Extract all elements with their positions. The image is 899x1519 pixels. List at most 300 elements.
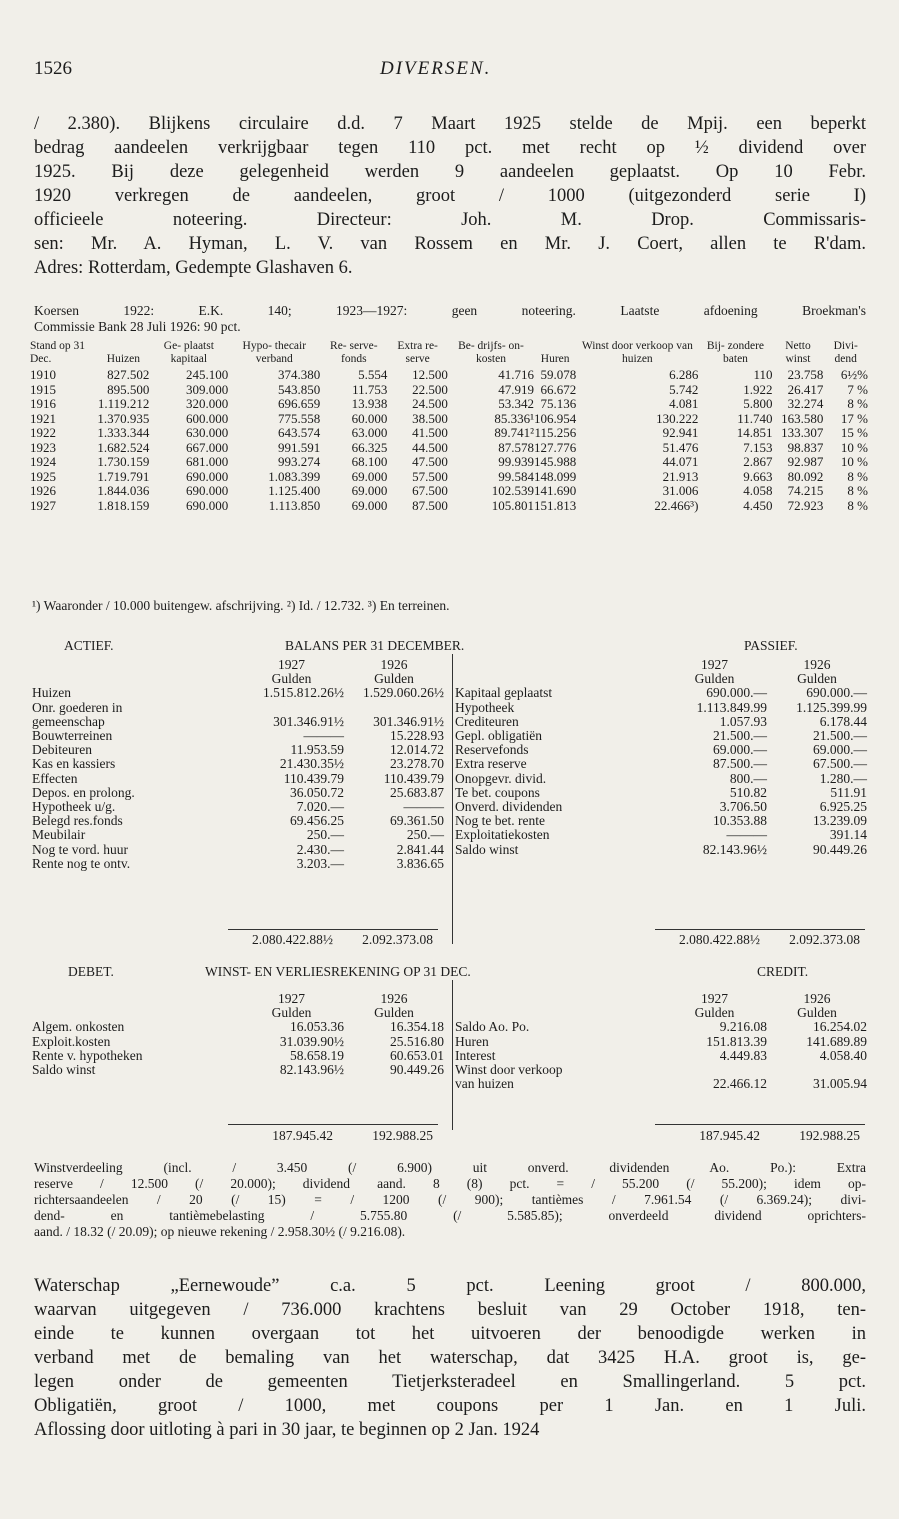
history-cell: 681.000 xyxy=(186,454,229,469)
history-cell: 22.466³) xyxy=(654,497,699,513)
account-row xyxy=(32,743,444,757)
history-cell: 1.818.159 xyxy=(97,497,150,513)
history-cell: 8 % xyxy=(847,468,868,484)
history-cell: 1.125.400 xyxy=(268,483,321,498)
balans-total-1927-left: 2.080.422.88½ xyxy=(252,932,333,947)
amount-1927: 69.000.— xyxy=(713,742,767,758)
amount-1927: 22.466.12 xyxy=(713,1076,767,1092)
account-row xyxy=(32,729,444,743)
amount-1927: 301.346.91½ xyxy=(273,713,344,729)
history-cell: 26.417 xyxy=(787,381,824,397)
history-cell: 9.663 xyxy=(743,468,773,484)
history-cell: 80.092 xyxy=(787,468,824,484)
history-cell: 543.850 xyxy=(278,381,321,397)
history-cell: 32.274 xyxy=(787,396,824,411)
amount-1927: 31.039.90½ xyxy=(279,1033,344,1049)
account-label: Depos. en prolong. xyxy=(32,785,135,800)
amount-1926: 60.653.01 xyxy=(390,1047,444,1063)
history-cell: 141.690 xyxy=(534,483,577,498)
amount-1927 xyxy=(239,701,344,715)
amount-1926: 141.689.89 xyxy=(806,1033,867,1049)
balans-right-rule xyxy=(655,929,865,930)
history-cell: 1910 xyxy=(30,367,56,382)
amount-1927: 9.216.08 xyxy=(719,1019,767,1035)
history-cell: 6.286 xyxy=(669,367,699,382)
history-cell: 1.719.791 xyxy=(97,468,150,484)
amount-1926: 3.836.65 xyxy=(396,855,444,871)
amount-1927: 4.449.83 xyxy=(719,1047,767,1063)
balans-passief xyxy=(455,658,867,857)
history-cell: 53.342 xyxy=(498,396,535,411)
amount-1927: 151.813.39 xyxy=(706,1033,767,1049)
winstverd-line: Winstverdeeling (incl. / 3.450 (/ 6.900) uit onverd. dividenden Ao. Po.): Extra xyxy=(34,1160,866,1175)
intro-line: sen: Mr. A. Hyman, L. V. van Rossem en Mr. J. Coert, allen te R'dam. xyxy=(34,234,866,254)
history-cell: 600.000 xyxy=(186,410,229,426)
history-cell: 1.682.524 xyxy=(97,439,150,455)
account-label: Rente nog te ontv. xyxy=(32,856,131,871)
account-row xyxy=(455,800,867,814)
history-cell: 92.987 xyxy=(787,454,824,469)
history-cell: 1925 xyxy=(30,468,56,484)
history-row xyxy=(30,368,868,383)
account-label: Rente v. hypotheken xyxy=(32,1048,143,1063)
history-cell: 991.591 xyxy=(278,439,321,455)
unit-header: Gulden xyxy=(271,671,312,687)
amount-1926: 21.500.— xyxy=(813,728,867,744)
history-cell: 320.000 xyxy=(186,396,229,411)
account-label: Algem. onkosten xyxy=(32,1020,125,1035)
amount-1926: 391.14 xyxy=(829,827,867,843)
intro-line: Adres: Rotterdam, Gedempte Glashaven 6. xyxy=(34,258,353,278)
account-row xyxy=(455,743,867,757)
history-cell: 148.099 xyxy=(534,468,577,484)
account-label: Exploit.kosten xyxy=(32,1034,111,1049)
balans-total-1926-right: 2.092.373.08 xyxy=(789,932,860,947)
balans-left-rule xyxy=(228,929,438,930)
history-table xyxy=(30,340,868,513)
account-label: Gepl. obligatiën xyxy=(455,729,542,744)
amount-1927: 800.— xyxy=(729,770,767,786)
intro-line: officieele noteering. Directeur: Joh. M. Drop. Commissaris- xyxy=(34,210,866,230)
winst-left-rule xyxy=(228,1124,438,1125)
amount-1927: 250.— xyxy=(306,827,344,843)
unit-header: Gulden xyxy=(797,1005,837,1021)
account-row xyxy=(455,1035,867,1049)
amount-1926 xyxy=(767,1063,867,1077)
year-header: 1926 xyxy=(380,991,408,1006)
amount-1927: 3.203.— xyxy=(296,855,344,871)
year-header: 1927 xyxy=(278,657,305,672)
history-cell: 6½% xyxy=(840,367,868,382)
amount-1926: 6.178.44 xyxy=(819,713,867,729)
balans-divider xyxy=(452,654,453,944)
amount-1927: 510.82 xyxy=(729,784,767,800)
unit-header: Gulden xyxy=(374,1005,414,1021)
history-cell: 11.740 xyxy=(737,410,773,426)
history-cell: 374.380 xyxy=(278,367,321,382)
year-header: 1927 xyxy=(701,657,728,672)
history-header-cell: Divi- dend xyxy=(833,340,858,365)
amount-1927: 1.515.812.26½ xyxy=(263,685,344,701)
history-cell: 8 % xyxy=(847,483,868,498)
history-cell: 69.000 xyxy=(351,483,388,498)
winst-title: WINST- EN VERLIESREKENING OP 31 DEC. xyxy=(205,964,471,979)
history-cell: 4.058 xyxy=(743,483,773,498)
winst-divider xyxy=(452,980,453,1130)
history-cell: 1915 xyxy=(30,381,56,397)
winst-total-1926-left: 192.988.25 xyxy=(372,1128,433,1143)
history-cell: 1.370.935 xyxy=(97,410,150,426)
account-row xyxy=(455,1077,867,1091)
history-cell: 66.325 xyxy=(351,439,388,455)
history-cell: 92.941 xyxy=(662,425,699,440)
winstverd-line: aand. / 18.32 (/ 20.09); op nieuwe rekening / 2.958.30½ (/ 9.216.08). xyxy=(34,1224,406,1239)
account-row xyxy=(455,843,867,857)
history-cell: 245.100 xyxy=(186,367,229,382)
history-cell: 4.450 xyxy=(743,497,773,513)
winstverdeeling xyxy=(34,1160,866,1240)
winst-right-rule xyxy=(655,1124,865,1125)
history-cell: 667.000 xyxy=(186,439,229,455)
amount-1927: 36.050.72 xyxy=(290,784,344,800)
history-header-cell: Huren xyxy=(540,353,570,365)
winst-total-1926-right: 192.988.25 xyxy=(799,1128,860,1143)
account-row xyxy=(455,686,867,700)
account-label: Hypotheek u/g. xyxy=(32,800,116,815)
history-row xyxy=(30,397,868,412)
account-label: Onverd. dividenden xyxy=(455,800,563,815)
winstverd-line: richtersaandeelen / 20 (/ 15) = / 1200 (/ 900); tantièmes / 7.961.54 (/ 6.369.24); divi- xyxy=(34,1192,866,1207)
history-cell: 775.558 xyxy=(278,410,321,426)
winst-left-head: DEBET. xyxy=(68,964,114,979)
amount-1926: 31.005.94 xyxy=(813,1076,867,1092)
history-row xyxy=(30,470,868,485)
account-label: Hypotheek xyxy=(455,700,515,715)
history-cell: 89.741² xyxy=(494,425,535,440)
unit-header: Gulden xyxy=(694,671,735,687)
history-cell: 145.988 xyxy=(534,454,577,469)
year-header: 1926 xyxy=(803,657,831,672)
history-cell: 115.256 xyxy=(534,425,577,440)
history-cell: 1.730.159 xyxy=(97,454,150,469)
history-cell: 163.580 xyxy=(781,410,824,426)
amount-1926: 250.— xyxy=(406,827,444,843)
history-cell: 630.000 xyxy=(186,425,229,440)
history-cell: 38.500 xyxy=(412,410,448,426)
history-cell: 133.307 xyxy=(781,425,824,440)
winst-right-head: CREDIT. xyxy=(757,964,809,979)
intro-line: / 2.380). Blijkens circulaire d.d. 7 Maart 1925 stelde de Mpij. een beperkt xyxy=(34,114,866,134)
account-row xyxy=(455,772,867,786)
intro-line: 1920 verkregen de aandeelen, groot / 1000 (uitgezonderd serie I) xyxy=(34,186,866,206)
amount-1927: 21.430.35½ xyxy=(279,756,344,772)
account-label: Huizen xyxy=(32,686,71,701)
amount-1926: ——— xyxy=(403,799,444,815)
koersen-line: Commissie Bank 28 Juli 1926: 90 pct. xyxy=(34,319,241,334)
history-cell: 690.000 xyxy=(186,483,229,498)
history-cell: 827.502 xyxy=(107,367,150,382)
amount-1926: 1.280.— xyxy=(819,770,867,786)
history-cell: 22.500 xyxy=(412,381,448,397)
account-label: Kapitaal geplaatst xyxy=(455,686,553,701)
amount-1927 xyxy=(662,1063,767,1077)
account-label: Onopgevr. divid. xyxy=(455,771,547,786)
balans-total-1927-right: 2.080.422.88½ xyxy=(679,932,760,947)
history-cell: 12.500 xyxy=(412,367,448,382)
history-row xyxy=(30,441,868,456)
history-cell: 57.500 xyxy=(412,468,448,484)
amount-1927: 58.658.19 xyxy=(290,1047,344,1063)
amount-1927: ——— xyxy=(726,827,767,843)
history-row xyxy=(30,484,868,499)
amount-1926: 1.125.399.99 xyxy=(796,699,867,715)
account-label: gemeenschap xyxy=(32,714,105,729)
history-cell: 5.800 xyxy=(743,396,773,411)
account-row xyxy=(455,814,867,828)
history-cell: 1923 xyxy=(30,439,56,455)
account-label: Reservefonds xyxy=(455,743,529,758)
history-header-cell: Re- serve- fonds xyxy=(330,340,378,365)
history-cell: 31.006 xyxy=(662,483,699,498)
history-cell: 44.071 xyxy=(662,454,699,469)
amount-1927: 21.500.— xyxy=(713,728,767,744)
account-label: Kas en kassiers xyxy=(32,757,116,772)
history-header-cell: Huizen xyxy=(106,353,141,365)
amount-1926: 15.228.93 xyxy=(390,728,444,744)
amount-1926: 4.058.40 xyxy=(819,1047,867,1063)
history-cell: 85.336¹ xyxy=(494,410,535,426)
amount-1926: 23.278.70 xyxy=(390,756,444,772)
history-cell: 1.113.850 xyxy=(268,497,321,513)
amount-1926: 1.529.060.26½ xyxy=(363,685,444,701)
amount-1926: 110.439.79 xyxy=(383,770,444,786)
history-cell: 44.500 xyxy=(412,439,448,455)
amount-1926: 90.449.26 xyxy=(813,841,867,857)
amount-1927: 7.020.— xyxy=(296,799,344,815)
amount-1926 xyxy=(344,701,444,715)
waterschap-line: verband met de bemaling van het waterschap, dat 3425 H.A. groot is, ge- xyxy=(34,1348,866,1368)
history-row xyxy=(30,426,868,441)
history-cell: 2.867 xyxy=(743,454,773,469)
account-row xyxy=(32,701,444,715)
history-cell: 67.500 xyxy=(412,483,448,498)
balans-total-1926-left: 2.092.373.08 xyxy=(362,932,433,947)
winst-credit xyxy=(455,992,867,1091)
waterschap-line: Aflossing door uitloting à pari in 30 jaar, te beginnen op 2 Jan. 1924 xyxy=(34,1420,540,1440)
amount-1926: 16.354.18 xyxy=(390,1019,444,1035)
history-header-cell: Stand op 31 Dec. xyxy=(30,340,85,365)
amount-1927: 2.430.— xyxy=(296,841,344,857)
account-row xyxy=(32,786,444,800)
history-cell: 1924 xyxy=(30,454,56,469)
history-cell: 98.837 xyxy=(787,439,824,455)
history-cell: 4.081 xyxy=(669,396,699,411)
account-row xyxy=(32,1035,444,1049)
history-footnote: ¹) Waaronder / 10.000 buitengew. afschrijving. ²) Id. / 12.732. ³) En terreinen. xyxy=(32,598,450,613)
amount-1927: 87.500.— xyxy=(713,756,767,772)
amount-1926: 69.361.50 xyxy=(390,813,444,829)
waterschap-line: legen onder de gemeenten Tietjerksteradeel en Smallingerland. 5 pct. xyxy=(34,1372,866,1392)
intro-paragraph xyxy=(34,112,866,280)
amount-1926: 25.683.87 xyxy=(390,784,444,800)
account-label: Meubilair xyxy=(32,828,86,843)
amount-1927: 3.706.50 xyxy=(719,799,767,815)
history-header-cell: Extra re- serve xyxy=(397,340,438,365)
account-label: Saldo winst xyxy=(32,1063,96,1078)
history-cell: 151.813 xyxy=(534,497,577,513)
amount-1926: 90.449.26 xyxy=(390,1062,444,1078)
history-cell: 66.672 xyxy=(540,381,577,397)
amount-1926: 6.925.25 xyxy=(819,799,867,815)
waterschap-paragraph xyxy=(34,1274,866,1442)
account-label: van huizen xyxy=(455,1077,514,1092)
account-row xyxy=(32,1063,444,1077)
account-row xyxy=(32,757,444,771)
koersen-line: Koersen 1922: E.K. 140; 1923—1927: geen noteering. Laatste afdoening Broekman's xyxy=(34,303,866,318)
account-row xyxy=(32,1049,444,1063)
amount-1926: 13.239.09 xyxy=(813,813,867,829)
history-cell: 127.776 xyxy=(534,439,577,455)
unit-header: Gulden xyxy=(797,671,837,687)
history-cell: 21.913 xyxy=(662,468,699,484)
history-header-cell: Netto winst xyxy=(785,340,811,365)
amount-1927: 690.000.— xyxy=(706,685,767,701)
winst-total-1927-right: 187.945.42 xyxy=(699,1128,760,1143)
amount-1926: 2.841.44 xyxy=(396,841,444,857)
history-cell: 41.716 xyxy=(498,367,535,382)
amount-1927: 1.057.93 xyxy=(719,713,767,729)
year-header: 1926 xyxy=(380,657,408,672)
amount-1926: 25.516.80 xyxy=(390,1033,444,1049)
unit-header: Gulden xyxy=(374,671,414,687)
account-label: Exploitatiekosten xyxy=(455,828,550,843)
history-row xyxy=(30,412,868,427)
history-cell: 309.000 xyxy=(186,381,229,397)
account-row xyxy=(455,729,867,743)
history-header-cell: Bij- zondere baten xyxy=(706,340,765,365)
account-label: Winst door verkoop xyxy=(455,1063,563,1078)
history-cell: 59.078 xyxy=(540,367,577,382)
account-row xyxy=(455,786,867,800)
account-label: Debiteuren xyxy=(32,743,92,758)
history-cell: 1921 xyxy=(30,410,56,426)
account-row xyxy=(32,800,444,814)
waterschap-line: waarvan uitgegeven / 736.000 krachtens besluit van 29 October 1918, ten- xyxy=(34,1300,866,1320)
year-header: 1926 xyxy=(803,991,831,1006)
account-row xyxy=(455,757,867,771)
account-row xyxy=(455,715,867,729)
amount-1927: 1.113.849.99 xyxy=(696,699,767,715)
history-cell: 51.476 xyxy=(662,439,699,455)
history-cell: 993.274 xyxy=(278,454,321,469)
history-cell: 1.844.036 xyxy=(97,483,150,498)
account-label: Nog te vord. huur xyxy=(32,842,128,857)
account-label: Crediteuren xyxy=(455,714,519,729)
account-row xyxy=(455,701,867,715)
history-cell: 690.000 xyxy=(186,468,229,484)
history-cell: 60.000 xyxy=(351,410,388,426)
waterschap-line: Waterschap „Eernewoude” c.a. 5 pct. Leening groot / 800.000, xyxy=(34,1276,866,1296)
history-cell: 99.584 xyxy=(498,468,535,484)
history-cell: 75.136 xyxy=(540,396,577,411)
history-cell: 11.753 xyxy=(352,381,388,397)
history-header-cell: Be- drijfs- on- kosten xyxy=(458,340,524,365)
account-row xyxy=(32,828,444,842)
account-row xyxy=(455,1049,867,1063)
history-cell: 15 % xyxy=(840,425,868,440)
amount-1927: 110.439.79 xyxy=(283,770,344,786)
history-cell: 105.801 xyxy=(491,497,535,513)
history-cell: 99.939 xyxy=(498,454,535,469)
account-row xyxy=(32,1020,444,1034)
account-label: Nog te bet. rente xyxy=(455,814,545,829)
history-cell: 8 % xyxy=(847,396,868,411)
intro-line: 1925. Bij deze gelegenheid werden 9 aandeelen geplaatst. Op 10 Febr. xyxy=(34,162,866,182)
account-row xyxy=(32,715,444,729)
account-label: Saldo Ao. Po. xyxy=(455,1020,530,1035)
history-cell: 14.851 xyxy=(736,425,773,440)
history-row xyxy=(30,499,868,514)
unit-header: Gulden xyxy=(271,1005,312,1021)
account-label: Huren xyxy=(455,1034,489,1049)
amount-1926: 16.254.02 xyxy=(813,1019,867,1035)
amount-1926: 301.346.91½ xyxy=(373,713,444,729)
account-row xyxy=(32,772,444,786)
amount-1927: 82.143.96½ xyxy=(279,1062,344,1078)
history-cell: 72.923 xyxy=(787,497,824,513)
amount-1926: 12.014.72 xyxy=(390,742,444,758)
history-cell: 895.500 xyxy=(107,381,150,397)
history-cell: 8 % xyxy=(847,497,868,513)
history-cell: 7.153 xyxy=(743,439,773,455)
history-cell: 24.500 xyxy=(412,396,448,411)
history-cell: 106.954 xyxy=(534,410,577,426)
history-cell: 690.000 xyxy=(186,497,229,513)
account-row xyxy=(32,857,444,871)
history-cell: 5.554 xyxy=(358,367,388,382)
balans-title: BALANS PER 31 DECEMBER. xyxy=(285,638,465,653)
history-cell: 10 % xyxy=(840,454,868,469)
waterschap-line: Obligatiën, groot / 1000, met coupons per 1 Jan. en 1 Juli. xyxy=(34,1396,866,1416)
history-cell: 696.659 xyxy=(278,396,321,411)
intro-line: bedrag aandeelen verkrijgbaar tegen 110 pct. met recht op ½ dividend over xyxy=(34,138,866,158)
history-cell: 74.215 xyxy=(787,483,824,498)
history-cell: 7 % xyxy=(847,381,868,397)
history-cell: 87.578 xyxy=(498,439,535,455)
page-number: 1526 xyxy=(34,58,72,79)
account-row xyxy=(32,843,444,857)
amount-1926: 511.91 xyxy=(830,784,867,800)
balans-right-head: PASSIEF. xyxy=(744,638,798,653)
history-cell: 5.742 xyxy=(669,381,699,397)
account-row xyxy=(32,814,444,828)
history-cell: 102.539 xyxy=(491,483,535,498)
balans-actief xyxy=(32,658,444,871)
account-row xyxy=(455,828,867,842)
account-label: Interest xyxy=(455,1048,496,1063)
history-row xyxy=(30,383,868,398)
running-title: DIVERSEN. xyxy=(380,58,492,79)
history-cell: 1.333.344 xyxy=(97,425,150,440)
history-cell: 130.222 xyxy=(656,410,699,426)
history-cell: 69.000 xyxy=(351,468,388,484)
history-row xyxy=(30,455,868,470)
history-cell: 63.000 xyxy=(351,425,388,440)
account-label: Te bet. coupons xyxy=(455,785,540,800)
history-cell: 47.500 xyxy=(412,454,448,469)
history-cell: 110 xyxy=(753,367,773,382)
amount-1927: ——— xyxy=(303,728,344,744)
